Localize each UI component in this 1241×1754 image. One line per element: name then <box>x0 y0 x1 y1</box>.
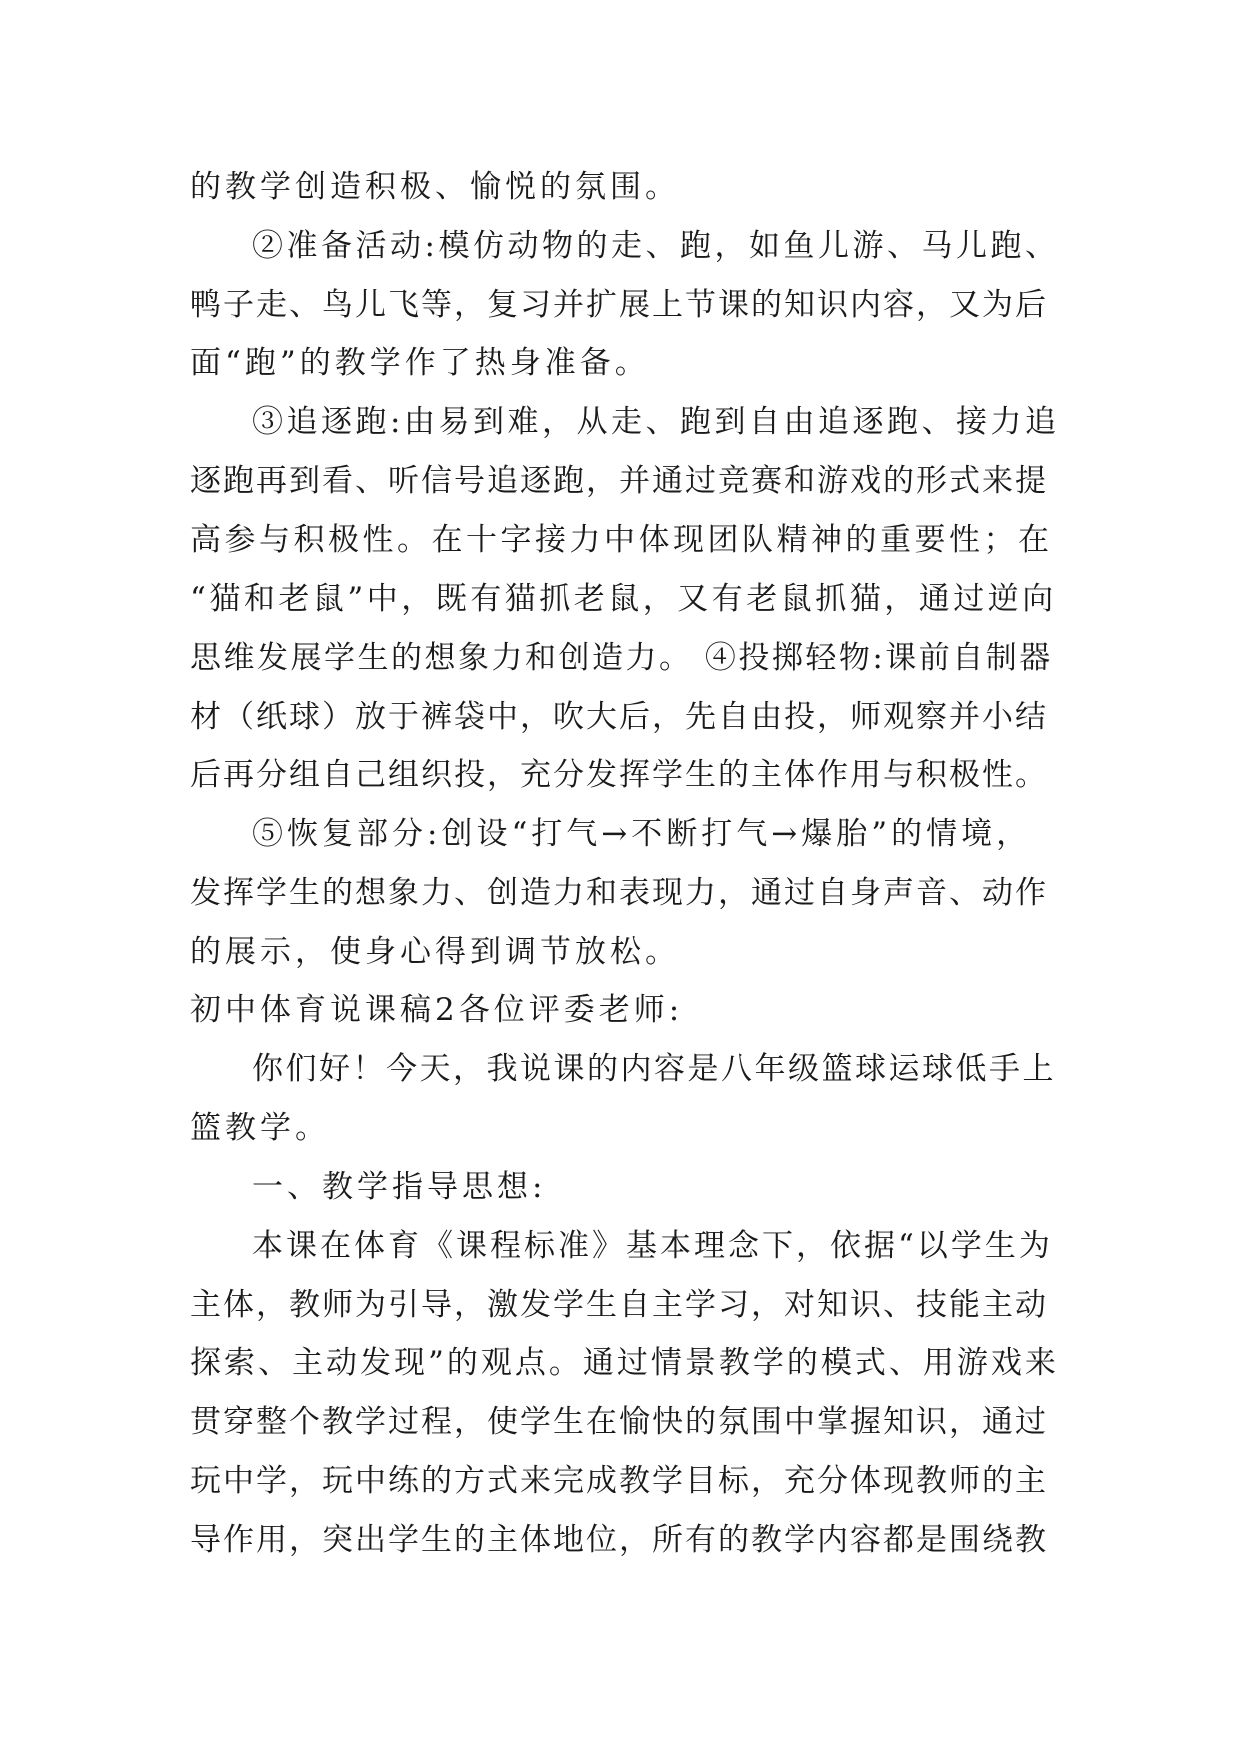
text-line: 篮教学。 <box>190 1110 330 1146</box>
text-line: 面“跑”的教学作了热身准备。 <box>190 345 650 381</box>
text-line: 你们好！今天，我说课的内容是八年级篮球运球低手上 <box>252 1051 1056 1087</box>
text-line: 后再分组自己组织投，充分发挥学生的主体作用与积极性。 <box>190 757 1048 793</box>
text-line: 贯穿整个教学过程，使学生在愉快的氛围中掌握知识，通过 <box>190 1404 1048 1440</box>
text-line: ②准备活动:模仿动物的走、跑，如鱼儿游、马儿跑、 <box>252 228 1060 264</box>
text-line: 的教学创造积极、愉悦的氛围。 <box>190 169 680 205</box>
text-line: 的展示，使身心得到调节放松。 <box>190 934 680 970</box>
text-line: 玩中学，玩中练的方式来完成教学目标，充分体现教师的主 <box>190 1463 1048 1499</box>
section-heading: 一、教学指导思想: <box>252 1169 547 1205</box>
text-line: 探索、主动发现”的观点。通过情景教学的模式、用游戏来 <box>190 1345 1059 1381</box>
text-line: 导作用，突出学生的主体地位，所有的教学内容都是围绕教 <box>190 1522 1048 1558</box>
text-line: 逐跑再到看、听信号追逐跑，并通过竞赛和游戏的形式来提 <box>190 463 1048 499</box>
text-line: 思维发展学生的想象力和创造力。 ④投掷轻物:课前自制器 <box>190 640 1053 676</box>
text-line: ③追逐跑:由易到难，从走、跑到自由追逐跑、接力追 <box>252 404 1060 440</box>
text-line: ⑤恢复部分:创设“打气→不断打气→爆胎”的情境， <box>252 816 1032 852</box>
text-line: 材（纸球）放于裤袋中，吹大后，先自由投，师观察并小结 <box>190 699 1048 735</box>
text-line: 高参与积极性。在十字接力中体现团队精神的重要性；在 <box>190 522 1053 558</box>
text-line: 鸭子走、鸟儿飞等，复习并扩展上节课的知识内容，又为后 <box>190 287 1048 323</box>
text-line: 本课在体育《课程标准》基本理念下，依据“以学生为 <box>252 1228 1053 1264</box>
text-line: “猫和老鼠”中，既有猫抓老鼠，又有老鼠抓猫，通过逆向 <box>190 581 1057 617</box>
text-line: 发挥学生的想象力、创造力和表现力，通过自身声音、动作 <box>190 875 1048 911</box>
text-line: 初中体育说课稿2各位评委老师: <box>190 992 684 1028</box>
text-line: 主体，教师为引导，激发学生自主学习，对知识、技能主动 <box>190 1287 1048 1323</box>
